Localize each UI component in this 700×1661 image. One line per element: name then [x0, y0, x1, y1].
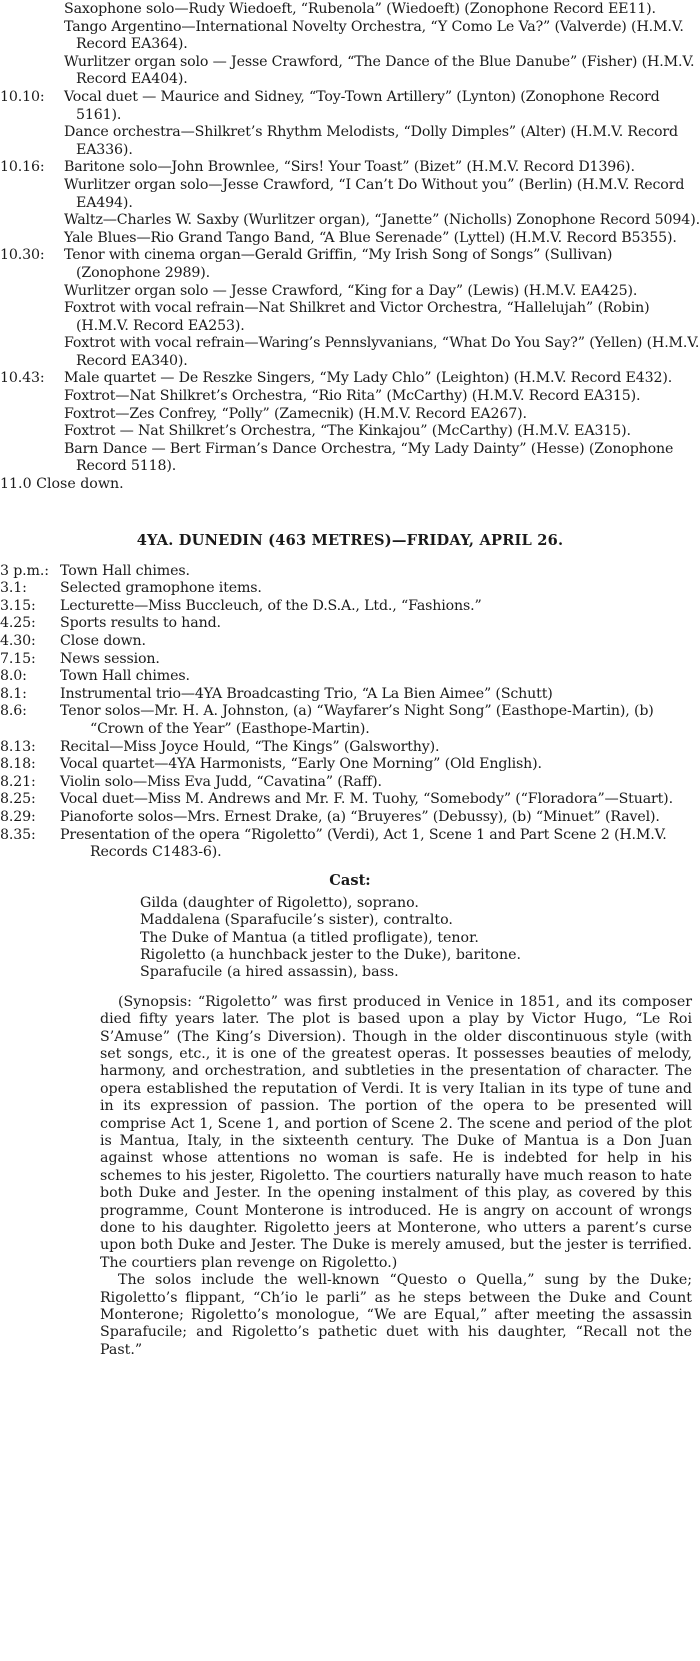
programme-entry	[0, 423, 700, 441]
entry-text: Wurlitzer organ solo — Jesse Crawford, “King for a Day” (Lewis) (H.M.V. EA425).	[64, 282, 638, 299]
schedule-time: 4.30:	[0, 633, 36, 649]
programme-entry	[0, 230, 700, 248]
schedule-text: Instrumental trio—4YA Broadcasting Trio, “A La Bien Aimee” (Schutt)	[60, 685, 553, 702]
entry-text: Male quartet — De Reszke Singers, “My Lady Chlo” (Leighton) (H.M.V. Record E432).	[64, 370, 673, 387]
entry-text: Dance orchestra—Shilkret’s Rhythm Melodists, “Dolly Dimples” (Alter) (H.M.V. Record EA336).	[64, 124, 678, 158]
schedule-text: Vocal duet—Miss M. Andrews and Mr. F. M. Tuohy, “Somebody” (“Floradora”—Stuart).	[60, 791, 673, 808]
entry-text: Saxophone solo—Rudy Wiedoeft, “Rubenola” (Wiedoeft) (Zonophone Record EE11).	[64, 1, 656, 17]
cast-member: Sparafucile (a hired assassin), bass.	[140, 964, 399, 981]
schedule-time: 3.1:	[0, 580, 27, 597]
schedule-text: News session.	[60, 650, 160, 667]
schedule-item	[0, 598, 700, 616]
schedule-item	[0, 668, 700, 686]
schedule-text: Town Hall chimes.	[60, 562, 190, 579]
schedule-time: 8.18:	[0, 756, 36, 773]
schedule-text: Close down.	[60, 633, 146, 649]
programme-entry	[0, 370, 700, 388]
cast-title: Cast:	[329, 871, 371, 889]
schedule-time: 8.21:	[0, 773, 36, 790]
cast-member: Maddalena (Sparafucile’s sister), contralto.	[140, 912, 453, 929]
schedule-item	[0, 686, 700, 704]
schedule-text: Pianoforte solos—Mrs. Ernest Drake, (a) “Bruyeres” (Debussy), (b) “Minuet” (Ravel).	[60, 808, 660, 825]
station-heading: 4YA. DUNEDIN (463 METRES)—FRIDAY, APRIL 26.	[136, 531, 564, 549]
entry-text: Tenor with cinema organ—Gerald Griffin, “My Irish Song of Songs” (Sullivan) (Zonophone 2989).	[64, 247, 613, 281]
schedule-list	[0, 563, 700, 862]
programme-entry	[0, 212, 700, 230]
synopsis-paragraph: The solos include the well-known “Questo o Quella,” sung by the Duke; Rigoletto’s flippant, “Ch’io le parli” as he steps between the Duke and Count Monterone; Rigoletto’s monologue, “We are Equal,” after meeting the assassin Sparafucile; and Rigoletto’s pathetic duet with his daughter, “Recall not the Past.”	[100, 1272, 692, 1358]
entry-text: Foxtrot — Nat Shilkret’s Orchestra, “The Kinkajou” (McCarthy) (H.M.V. EA315).	[64, 423, 631, 440]
entry-text: Tango Argentino—International Novelty Orchestra, “Y Como Le Va?” (Valverde) (H.M.V. Record EA364).	[64, 18, 684, 53]
cast-member: Rigoletto (a hunchback jester to the Duke), baritone.	[140, 946, 521, 963]
schedule-time: 4.25:	[0, 615, 36, 632]
schedule-item	[0, 774, 700, 792]
schedule-item	[0, 615, 700, 633]
close-down-text: 11.0 Close down.	[0, 476, 124, 493]
entry-text: Foxtrot—Zes Confrey, “Polly” (Zamecnik) (H.M.V. Record EA267).	[64, 405, 527, 422]
schedule-item	[0, 651, 700, 669]
schedule-item	[0, 633, 700, 651]
schedule-item	[0, 756, 700, 774]
schedule-time: 8.0:	[0, 668, 27, 685]
programme-entry	[0, 54, 700, 89]
schedule-time: 8.25:	[0, 791, 36, 808]
entry-text: Foxtrot—Nat Shilkret’s Orchestra, “Rio Rita” (McCarthy) (H.M.V. Record EA315).	[64, 388, 641, 405]
schedule-item	[0, 703, 700, 738]
schedule-text: Vocal quartet—4YA Harmonists, “Early One Morning” (Old English).	[60, 756, 542, 773]
programme-entry	[0, 406, 700, 424]
entry-text: Vocal duet — Maurice and Sidney, “Toy-Town Artillery” (Lynton) (Zonophone Record 5161).	[64, 88, 660, 123]
cast-member: The Duke of Mantua (a titled profligate), tenor.	[140, 929, 479, 946]
schedule-text: Violin solo—Miss Eva Judd, “Cavatina” (Raff).	[60, 773, 382, 790]
schedule-text: Tenor solos—Mr. H. A. Johnston, (a) “Wayfarer’s Night Song” (Easthope-Martin), (b) “Crown of the Year” (Easthope-Martin).	[60, 703, 654, 737]
entry-text: Foxtrot with vocal refrain—Nat Shilkret and Victor Orchestra, “Hallelujah” (Robin) (H.M.V. Record EA253).	[64, 300, 650, 334]
schedule-text: Sports results to hand.	[60, 615, 221, 632]
schedule-time: 8.29:	[0, 808, 36, 825]
programme-entry	[0, 283, 700, 301]
schedule-time: 8.13:	[0, 738, 36, 755]
programme-entry	[0, 1, 700, 19]
synopsis	[0, 994, 692, 1360]
schedule-time: 8.6:	[0, 703, 27, 720]
entry-text: Yale Blues—Rio Grand Tango Band, “A Blue Serenade” (Lyttel) (H.M.V. Record B5355).	[64, 229, 677, 246]
programme-entry	[0, 159, 700, 177]
entry-text: Foxtrot with vocal refrain—Waring’s Pennslyvanians, “What Do You Say?” (Yellen) (H.M.V. Record EA340).	[64, 335, 700, 369]
schedule-text: Lecturette—Miss Buccleuch, of the D.S.A., Ltd., “Fashions.”	[60, 597, 482, 614]
schedule-item	[0, 791, 700, 809]
entry-time: 10.10:	[0, 88, 45, 105]
schedule-item	[0, 580, 700, 598]
entry-text: Barn Dance — Bert Firman’s Dance Orchestra, “My Lady Dainty” (Hesse) (Zonophone Record 5118).	[64, 440, 674, 475]
programme-entry	[0, 177, 700, 212]
cast-list	[0, 895, 700, 982]
programme-entry	[0, 247, 700, 282]
programme-entry	[0, 388, 700, 406]
schedule-time: 3 p.m.:	[0, 562, 49, 579]
programme-continuation	[0, 0, 700, 476]
schedule-text: Recital—Miss Joyce Hould, “The Kings” (Galsworthy).	[60, 738, 440, 755]
schedule-item	[0, 827, 700, 862]
schedule-time: 3.15:	[0, 597, 36, 614]
schedule-text: Town Hall chimes.	[60, 668, 190, 685]
programme-entry	[0, 124, 700, 159]
entry-text: Wurlitzer organ solo — Jesse Crawford, “The Dance of the Blue Danube” (Fisher) (H.M.V. Record EA404).	[64, 53, 695, 88]
synopsis-paragraph: (Synopsis: “Rigoletto” was first produced in Venice in 1851, and its composer died fifty years later. The plot is based upon a play by Victor Hugo, “Le Roi S’Amuse” (The King’s Diversion). Though in the older discontinuous style (with set songs, etc., it is one of the greatest operas. It possesses beauties of melody, harmony, and orchestration, and subtleties in the presentation of character. The opera established the reputation of Verdi. It is very Italian in its type of tune and in its expression of passion. The portion of the opera to be presented will comprise Act 1, Scene 1, and portion of Scene 2. The scene and period of the plot is Mantua, Italy, in the sixteenth century. The Duke of Mantua is a Don Juan against whose attentions no woman is safe. He is indebted for help in his schemes to his jester, Rigoletto. The courtiers naturally have much reason to hate both Duke and Jester. In the opening instalment of this play, as covered by this programme, Count Monterone is introduced. He is angry on account of wrongs done to his daughter. Rigoletto jeers at Monterone, who utters a parent’s curse upon both Duke and Jester. The Duke is merely amused, but the jester is terrified. The courtiers plan revenge on Rigoletto.)	[100, 993, 692, 1271]
entry-text: Waltz—Charles W. Saxby (Wurlitzer organ), “Janette” (Nicholls) Zonophone Record 5094).	[64, 212, 700, 229]
entry-time: 10.30:	[0, 247, 45, 264]
schedule-text: Presentation of the opera “Rigoletto” (Verdi), Act 1, Scene 1 and Part Scene 2 (H.M.V. Records C1483-6).	[60, 826, 667, 861]
schedule-text: Selected gramophone items.	[60, 580, 262, 597]
close-down-line	[0, 476, 700, 494]
schedule-item	[0, 809, 700, 827]
entry-text: Baritone solo—John Brownlee, “Sirs! Your Toast” (Bizet” (H.M.V. Record D1396).	[64, 159, 635, 176]
programme-entry	[0, 89, 700, 124]
schedule-time: 8.1:	[0, 685, 27, 702]
entry-time: 10.43:	[0, 370, 45, 387]
programme-entry	[0, 300, 700, 335]
programme-entry	[0, 335, 700, 370]
cast-member: Gilda (daughter of Rigoletto), soprano.	[140, 894, 419, 911]
schedule-item	[0, 563, 700, 581]
programme-entry	[0, 19, 700, 54]
entry-text: Wurlitzer organ solo—Jesse Crawford, “I Can’t Do Without you” (Berlin) (H.M.V. Record EA494).	[64, 176, 685, 211]
entry-time: 10.16:	[0, 159, 45, 176]
programme-entry	[0, 441, 700, 476]
schedule-item	[0, 739, 700, 757]
schedule-time: 7.15:	[0, 650, 36, 667]
schedule-time: 8.35:	[0, 826, 36, 843]
